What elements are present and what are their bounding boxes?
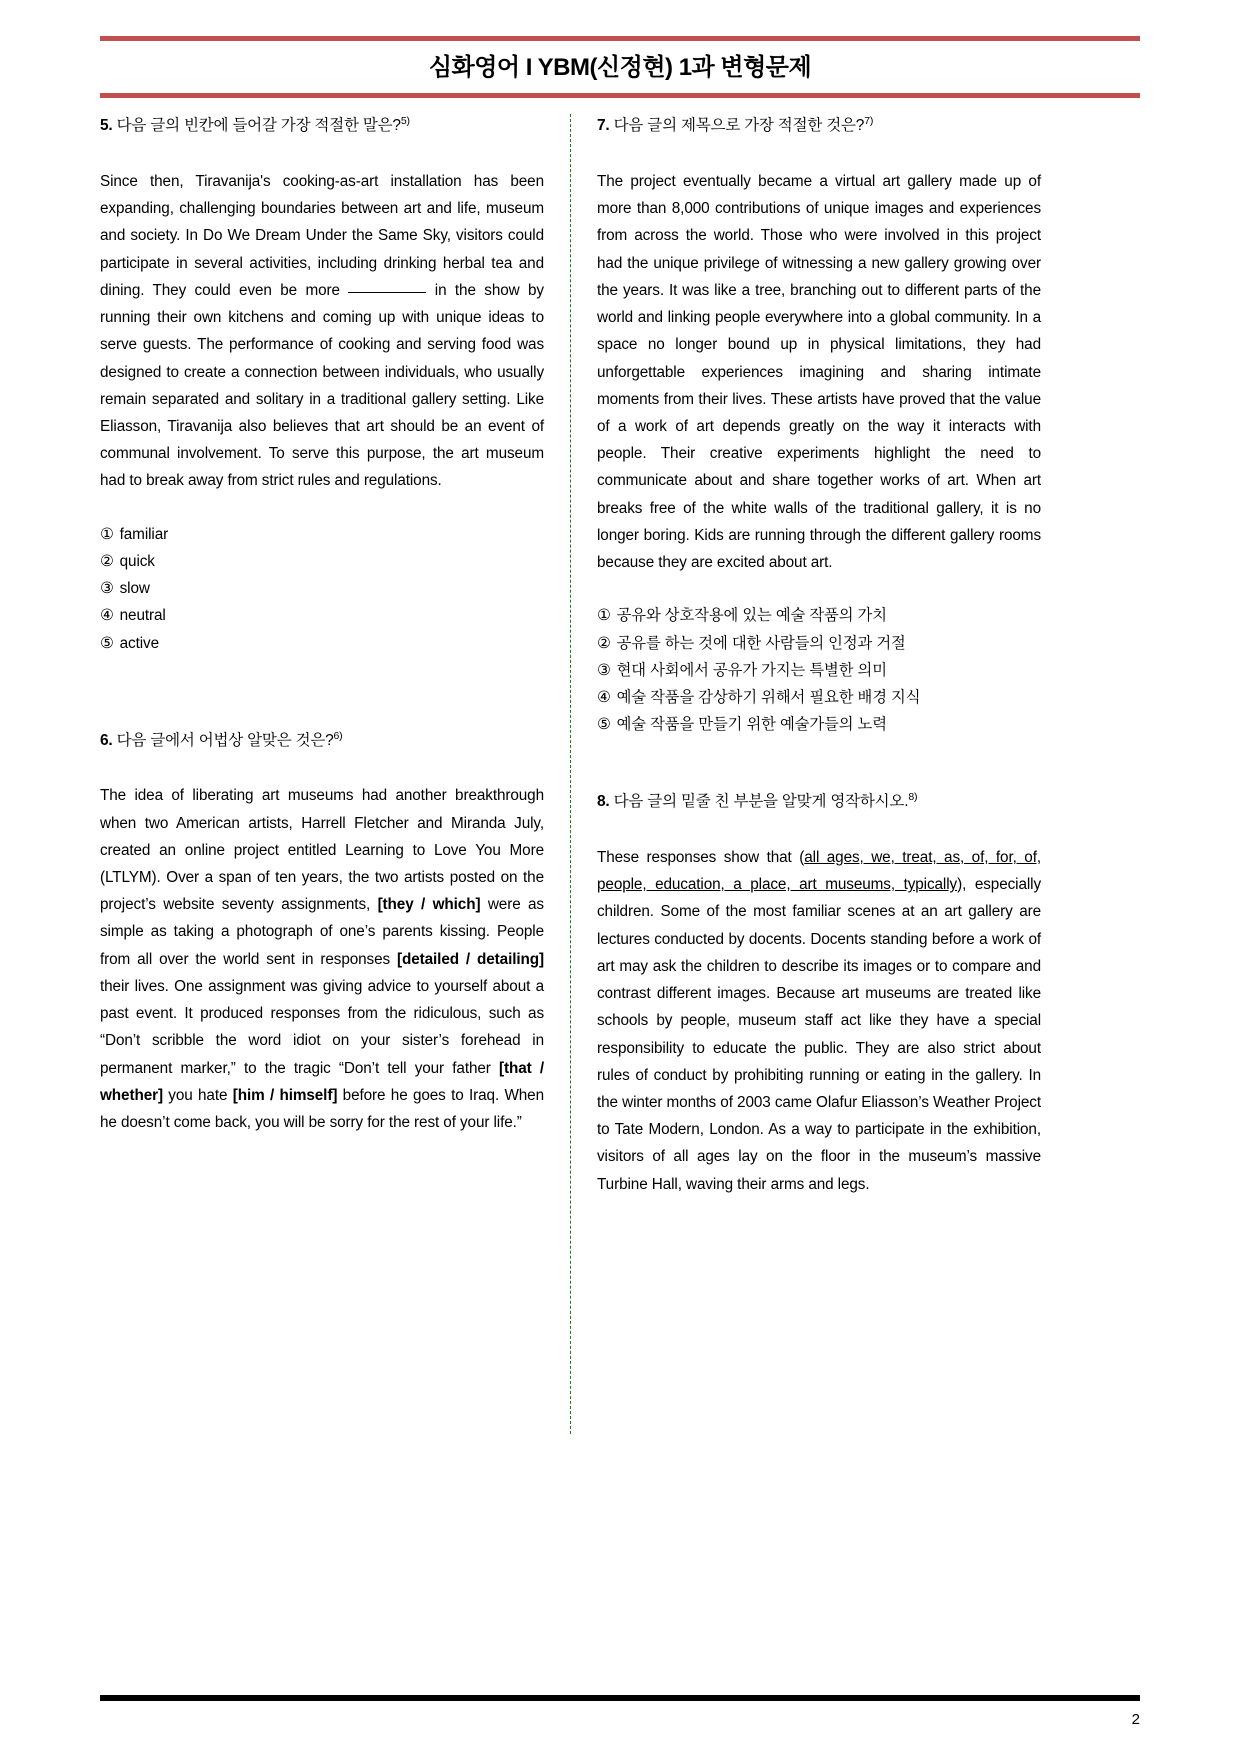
question-8-heading: [597, 790, 1041, 814]
question-8-segment: These responses show that (: [597, 849, 805, 867]
page-footer: [100, 1695, 1140, 1752]
section-spacer: [100, 683, 544, 729]
choice-marker: ①: [597, 607, 611, 625]
scrambled-word-list: all ages, we, treat, as, of, for, of, people, education, a place, art museums, typically: [597, 849, 1041, 894]
question-5-number: 5.: [100, 117, 113, 135]
question-5-prompt: 다음 글의 빈칸에 들어갈 가장 적절한 말은?: [116, 117, 401, 135]
choice-option[interactable]: [100, 521, 544, 548]
question-8-segment: ), especially children. Some of the most familiar scenes at an art gallery are lectures conducted by docents. Docents standing before a work of art may ask the children to describe its images or to compare and contrast different images. Because art museums are treated like schools by people, museum staff act like they have a special responsibility to educate the public. They are also strict about rules of conduct by prohibiting running or eating in the gallery. In the winter months of 2003 came Olafur Eliasson’s Weather Project to Tate Modern, London. As a way to participate in the exhibition, visitors of all ages lay on the floor in the museum’s massive Turbine Hall, waving their arms and legs.: [597, 876, 1042, 1193]
question-6-segment: you hate: [162, 1086, 233, 1104]
question-8-number: 8.: [597, 793, 610, 811]
choice-marker: ④: [597, 688, 611, 706]
choice-label: neutral: [119, 607, 166, 625]
question-7-footnote: 7): [864, 115, 874, 128]
question-6-heading: [100, 729, 544, 753]
question-5-footnote: 5): [400, 115, 410, 128]
question-8-prompt: 다음 글의 밑줄 친 부분을 알맞게 영작하시오.: [613, 793, 909, 811]
choice-option[interactable]: [597, 684, 1041, 711]
choice-label: slow: [119, 580, 150, 598]
choice-label: 예술 작품을 만들기 위한 예술가들의 노력: [616, 716, 887, 734]
choice-option[interactable]: [100, 602, 544, 629]
choice-marker: ②: [100, 552, 114, 570]
choice-marker: ②: [597, 634, 611, 652]
question-6-passage: [100, 782, 544, 1136]
question-5-passage-after-blank: in the show by running their own kitchens and coming up with unique ideas to serve guests. The performance of cooking and serving food was designed to create a connection between individuals, who usually remain separated and solitary in a traditional gallery setting. Like Eliasson, Tiravanija also believes that art should be an event of communal involvement. To serve this purpose, the art museum had to break away from strict rules and regulations.: [100, 281, 544, 490]
choice-label: 예술 작품을 감상하기 위해서 필요한 배경 지식: [616, 688, 921, 706]
choice-label: 현대 사회에서 공유가 가지는 특별한 의미: [616, 661, 887, 679]
choice-label: active: [119, 634, 159, 652]
question-6-number: 6.: [100, 731, 113, 749]
choice-label: familiar: [119, 525, 169, 543]
question-7-number: 7.: [597, 117, 610, 135]
question-5-passage-before-blank: Since then, Tiravanija's cooking-as-art installation has been expanding, challenging boundaries between art and life, museum and society. In Do We Dream Under the Same Sky, visitors could participate in several activities, including drinking herbal tea and dining. They could even be more: [100, 173, 544, 299]
question-7-choices: [597, 602, 1041, 738]
question-7-heading: [597, 114, 1041, 138]
page-title: 심화영어 I YBM(신정현) 1과 변형문제: [428, 54, 812, 81]
choice-marker: ④: [100, 607, 114, 625]
choice-marker: ⑤: [100, 634, 114, 652]
question-6-segment: were as simple as taking a photograph of one’s parents kissing. People from all over the world sent in responses: [100, 896, 544, 968]
question-6-segment: before he goes to Iraq. When he doesn’t come back, you will be sorry for the rest of your life.”: [100, 1086, 544, 1131]
grammar-choice-pair: [that / whether]: [100, 1059, 544, 1104]
header-rule-bottom: [100, 93, 1140, 98]
question-7-prompt: 다음 글의 제목으로 가장 적절한 것은?: [613, 117, 865, 135]
choice-marker: ③: [100, 580, 114, 598]
grammar-choice-pair: [him / himself]: [232, 1086, 338, 1104]
left-column: [100, 114, 566, 1464]
grammar-choice-pair: [they / which]: [377, 896, 481, 914]
two-column-body: [100, 114, 1140, 1464]
question-5-choices: [100, 521, 544, 657]
question-7-passage: The project eventually became a virtual art gallery made up of more than 8,000 contributions of unique images and experiences from across the world. Those who were involved in this project had the unique privilege of witnessing a new gallery growing over the years. It was like a tree, branching out to different parts of the world and linking people everywhere into a global community. In a space no longer bound up in physical limitations, they had unforgettable experiences imagining and sharing intimate moments from their lives. These artists have proved that the value of a work of art depends greatly on the way it interacts with people. Their creative experiments highlight the need to communicate about and share together works of art. When art breaks free of the white walls of the traditional gallery, it is no longer boring. Kids are running through the different gallery rooms because they are excited about art.: [597, 173, 1041, 572]
choice-option[interactable]: [100, 630, 544, 657]
section-spacer: [597, 764, 1041, 790]
grammar-choice-pair: [detailed / detailing]: [396, 950, 544, 968]
choice-marker: ⑤: [597, 716, 611, 734]
question-6-footnote: 6): [333, 729, 343, 742]
choice-option[interactable]: [100, 575, 544, 602]
choice-marker: ③: [597, 661, 611, 679]
question-8-footnote: 8): [908, 791, 918, 804]
choice-option[interactable]: [597, 657, 1041, 684]
question-6-segment: The idea of liberating art museums had another breakthrough when two American artists, Harrell Fletcher and Miranda July, created an online project entitled Learning to Love You More (LTLYM). Over a span of ten years, the two artists posted on the project’s website seventy assignments,: [100, 787, 544, 914]
column-divider: [570, 114, 571, 1434]
question-5-passage: [100, 168, 544, 495]
choice-marker: ①: [100, 525, 114, 543]
question-6-prompt: 다음 글에서 어법상 알맞은 것은?: [116, 731, 334, 749]
right-column: [575, 114, 1041, 1464]
question-6-segment: their lives. One assignment was giving advice to yourself about a past event. It produced responses from the ridiculous, such as “Don’t scribble the word idiot on your sister’s forehead in permanent marker,” to the tragic “Don’t tell your father: [100, 977, 544, 1077]
question-5-heading: [100, 114, 544, 138]
choice-option[interactable]: [597, 711, 1041, 738]
choice-label: quick: [119, 552, 155, 570]
choice-label: 공유와 상호작용에 있는 예술 작품의 가치: [616, 607, 887, 625]
page-number: 2: [1131, 1711, 1140, 1728]
question-8-passage: [597, 844, 1041, 1198]
choice-option[interactable]: [597, 602, 1041, 629]
choice-option[interactable]: [597, 630, 1041, 657]
answer-blank: [348, 292, 426, 293]
choice-option[interactable]: [100, 548, 544, 575]
choice-label: 공유를 하는 것에 대한 사람들의 인정과 거절: [616, 634, 906, 652]
